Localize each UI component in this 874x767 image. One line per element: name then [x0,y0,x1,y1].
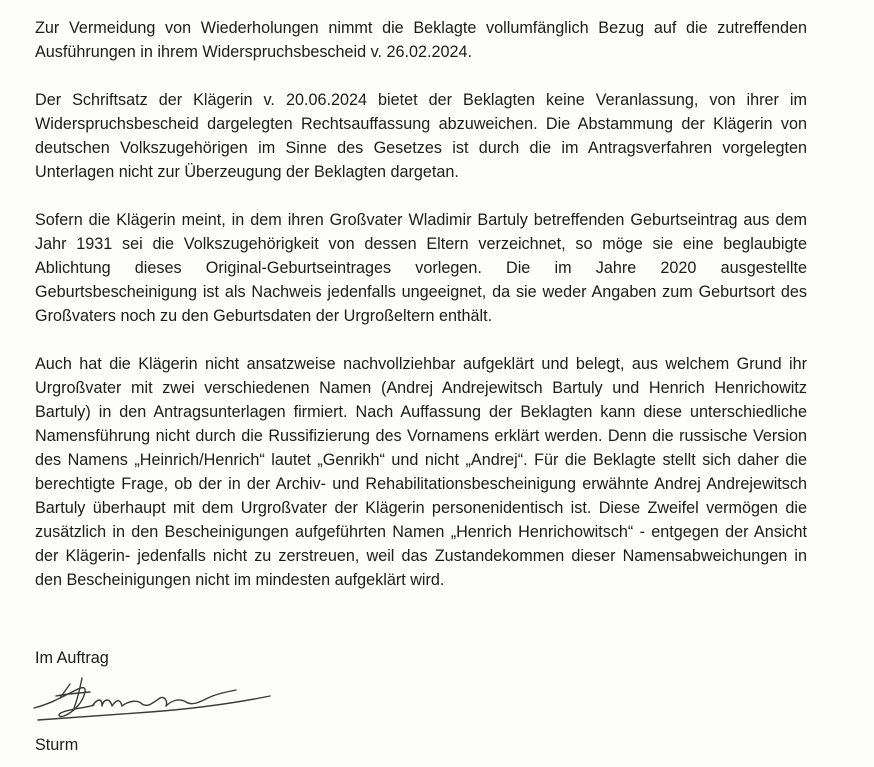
closing-phrase: Im Auftrag [35,649,109,667]
signer-name: Sturm [35,736,79,754]
paragraph-reference: Zur Vermeidung von Wiederholungen nimmt die Beklagte vollumfänglich Bezug auf die zutreffenden Ausführungen in ihrem Widerspruchsbescheid v. 26.02.2024. [35,19,807,61]
letter-body [35,16,807,616]
paragraph-birth-record: Sofern die Klägerin meint, in dem ihren Großvater Wladimir Bartuly betreffenden Geburtseintrag aus dem Jahr 1931 sei die Volkszugehörigkeit von dessen Eltern verzeichnet, so möge sie eine beglaubigte Ablichtung dieses Original-Geburtseintrages vorlegen. Die im Jahre 2020 ausgestellte Geburtsbescheinigung ist als Nachweis jedenfalls ungeeignet, da sie weder Angaben zum Geburtsort des Großvaters noch zu den Geburtsdaten der Urgroßeltern enthält. [35,211,807,325]
paragraph-no-cause: Der Schriftsatz der Klägerin v. 20.06.2024 bietet der Beklagten keine Veranlassung, von ihrer im Widerspruchsbescheid dargelegten Rechtsauffassung abzuweichen. Die Abstammung der Klägerin von deutschen Volkszugehörigen im Sinne des Gesetzes ist durch die im Antragsverfahren vorgelegten Unterlagen nicht zur Überzeugung der Beklagten dargetan. [35,91,807,181]
handwritten-signature [30,668,280,730]
paragraph-name-discrepancy: Auch hat die Klägerin nicht ansatzweise nachvollziehbar aufgeklärt und belegt, aus welchem Grund ihr Urgroßvater mit zwei verschiedenen Namen (Andrej Andrejewitsch Bartuly und Henrich Henrichowitz Bartuly) in den Antragsunterlagen firmiert. Nach Auffassung der Beklagten kann diese unterschiedliche Namensführung nicht durch die Russifizierung des Vornamens erklärt werden. Denn die russische Version des Namens „Heinrich/Henrich“ lautet „Genrikh“ und nicht „Andrej“. Für die Beklagte stellt sich daher die berechtigte Frage, ob der in der Archiv- und Rehabilitationsbescheinigung erwähnte Andrej Andrejewitsch Bartuly überhaupt mit dem Urgroßvater der Klägerin personenidentisch ist. Diese Zweifel vermögen die zusätzlich in den Bescheinigungen aufgeführten Namen „Henrich Henrichowitsch“ - entgegen der Ansicht der Klägerin- jedenfalls nicht zu zerstreuen, weil das Zustandekommen dieser Namensabweichungen in den Bescheinigungen nicht im mindesten aufgeklärt wird. [35,355,807,589]
